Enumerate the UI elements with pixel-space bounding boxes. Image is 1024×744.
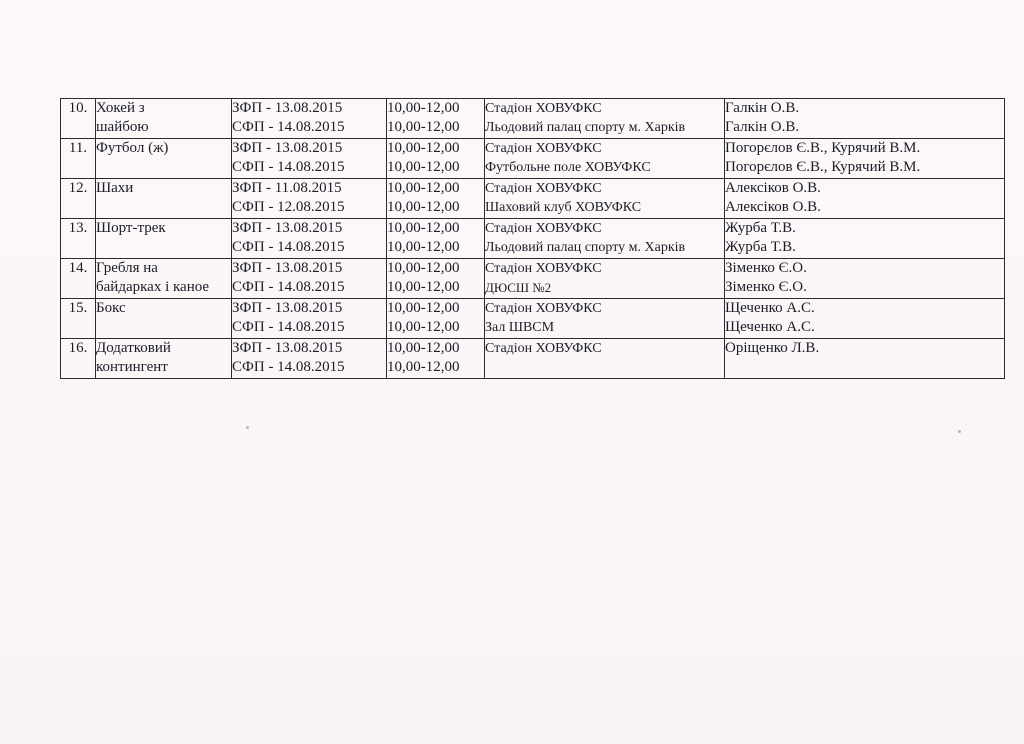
sport-cell (96, 219, 232, 259)
venue-cell (485, 139, 725, 179)
time-line: 10,00-12,00 (387, 180, 460, 196)
date-line: СФП - 12.08.2015 (232, 199, 345, 215)
time-line: 10,00-12,00 (387, 340, 460, 356)
time-line: 10,00-12,00 (387, 100, 460, 116)
sport-line: Гребля на (96, 260, 158, 276)
coach-line: Оріщенко Л.В. (725, 340, 820, 356)
venue-line: Шаховий клуб ХОВУФКС (485, 200, 642, 215)
table-row (61, 179, 1005, 219)
dates-cell (232, 99, 387, 139)
row-number: 10. (61, 99, 96, 139)
coach-line: Алексіков О.В. (725, 199, 821, 215)
coach-cell (725, 259, 1005, 299)
times-cell (387, 339, 485, 379)
coach-line: Погорєлов Є.В., Курячий В.М. (725, 159, 921, 175)
coach-line: Галкін О.В. (725, 119, 800, 135)
venue-line: ДЮСШ №2 (485, 280, 552, 295)
sport-cell (96, 299, 232, 339)
sport-line: Хокей з (96, 100, 145, 116)
row-number: 12. (61, 179, 96, 219)
sport-cell (96, 139, 232, 179)
date-line: СФП - 14.08.2015 (232, 159, 345, 175)
venue-cell (485, 179, 725, 219)
dates-cell (232, 299, 387, 339)
time-line: 10,00-12,00 (387, 359, 460, 375)
sport-line (96, 318, 231, 337)
venue-cell (485, 339, 725, 379)
coach-cell (725, 99, 1005, 139)
sport-line (96, 198, 231, 217)
venue-line: Стадіон ХОВУФКС (485, 101, 602, 116)
time-line: 10,00-12,00 (387, 140, 460, 156)
row-number: 14. (61, 259, 96, 299)
sport-cell (96, 99, 232, 139)
sport-line: Додатковий (96, 340, 171, 356)
sport-line: Шахи (96, 180, 134, 196)
coach-cell (725, 179, 1005, 219)
table-row (61, 219, 1005, 259)
venue-cell (485, 259, 725, 299)
coach-line (725, 358, 1004, 377)
date-line: ЗФП - 13.08.2015 (232, 300, 343, 316)
time-line: 10,00-12,00 (387, 260, 460, 276)
sport-line: контингент (96, 359, 168, 375)
sport-cell (96, 259, 232, 299)
date-line: СФП - 14.08.2015 (232, 239, 345, 255)
table-row (61, 299, 1005, 339)
dates-cell (232, 139, 387, 179)
time-line: 10,00-12,00 (387, 279, 460, 295)
venue-line: Стадіон ХОВУФКС (485, 141, 602, 156)
coach-cell (725, 219, 1005, 259)
times-cell (387, 139, 485, 179)
sport-line: Футбол (ж) (96, 140, 169, 156)
sport-line (96, 238, 231, 257)
coach-line: Зіменко Є.О. (725, 279, 807, 295)
row-number: 15. (61, 299, 96, 339)
table-row (61, 339, 1005, 379)
date-line: ЗФП - 13.08.2015 (232, 340, 343, 356)
training-schedule-table (60, 98, 1005, 379)
table-row (61, 259, 1005, 299)
coach-line: Щеченко А.С. (725, 300, 815, 316)
date-line: СФП - 14.08.2015 (232, 359, 345, 375)
scan-speck (958, 430, 961, 433)
time-line: 10,00-12,00 (387, 300, 460, 316)
dates-cell (232, 219, 387, 259)
sport-line: Бокс (96, 300, 126, 316)
coach-line: Щеченко А.С. (725, 319, 815, 335)
sport-cell (96, 339, 232, 379)
venue-line (485, 358, 724, 377)
date-line: СФП - 14.08.2015 (232, 279, 345, 295)
date-line: ЗФП - 11.08.2015 (232, 180, 342, 196)
venue-line: Стадіон ХОВУФКС (485, 261, 602, 276)
coach-line: Журба Т.В. (725, 239, 796, 255)
venue-line: Стадіон ХОВУФКС (485, 341, 602, 356)
sport-line: шайбою (96, 119, 149, 135)
row-number: 13. (61, 219, 96, 259)
sport-line (96, 158, 231, 177)
time-line: 10,00-12,00 (387, 159, 460, 175)
table-row (61, 139, 1005, 179)
coach-cell (725, 339, 1005, 379)
coach-line: Зіменко Є.О. (725, 260, 807, 276)
venue-cell (485, 219, 725, 259)
date-line: ЗФП - 13.08.2015 (232, 140, 343, 156)
times-cell (387, 99, 485, 139)
sport-line: байдарках і каное (96, 279, 210, 295)
venue-cell (485, 299, 725, 339)
coach-cell (725, 139, 1005, 179)
times-cell (387, 219, 485, 259)
sport-line: Шорт-трек (96, 220, 166, 236)
coach-cell (725, 299, 1005, 339)
schedule-body (61, 99, 1005, 379)
table-row (61, 99, 1005, 139)
coach-line: Галкін О.В. (725, 100, 800, 116)
time-line: 10,00-12,00 (387, 199, 460, 215)
time-line: 10,00-12,00 (387, 220, 460, 236)
coach-line: Погорєлов Є.В., Курячий В.М. (725, 140, 921, 156)
times-cell (387, 179, 485, 219)
time-line: 10,00-12,00 (387, 239, 460, 255)
time-line: 10,00-12,00 (387, 319, 460, 335)
times-cell (387, 299, 485, 339)
scan-speck (246, 426, 249, 429)
venue-line: Зал ШВСМ (485, 320, 555, 335)
venue-line: Стадіон ХОВУФКС (485, 221, 602, 236)
row-number: 11. (61, 139, 96, 179)
venue-line: Стадіон ХОВУФКС (485, 301, 602, 316)
date-line: ЗФП - 13.08.2015 (232, 220, 343, 236)
venue-line: Стадіон ХОВУФКС (485, 181, 602, 196)
date-line: СФП - 14.08.2015 (232, 319, 345, 335)
date-line: СФП - 14.08.2015 (232, 119, 345, 135)
times-cell (387, 259, 485, 299)
dates-cell (232, 259, 387, 299)
coach-line: Алексіков О.В. (725, 180, 821, 196)
dates-cell (232, 179, 387, 219)
venue-line: Футбольне поле ХОВУФКС (485, 160, 651, 175)
date-line: ЗФП - 13.08.2015 (232, 260, 343, 276)
date-line: ЗФП - 13.08.2015 (232, 100, 343, 116)
sport-cell (96, 179, 232, 219)
venue-line: Льодовий палац спорту м. Харків (485, 120, 686, 135)
time-line: 10,00-12,00 (387, 119, 460, 135)
venue-line: Льодовий палац спорту м. Харків (485, 240, 686, 255)
dates-cell (232, 339, 387, 379)
row-number: 16. (61, 339, 96, 379)
coach-line: Журба Т.В. (725, 220, 796, 236)
venue-cell (485, 99, 725, 139)
